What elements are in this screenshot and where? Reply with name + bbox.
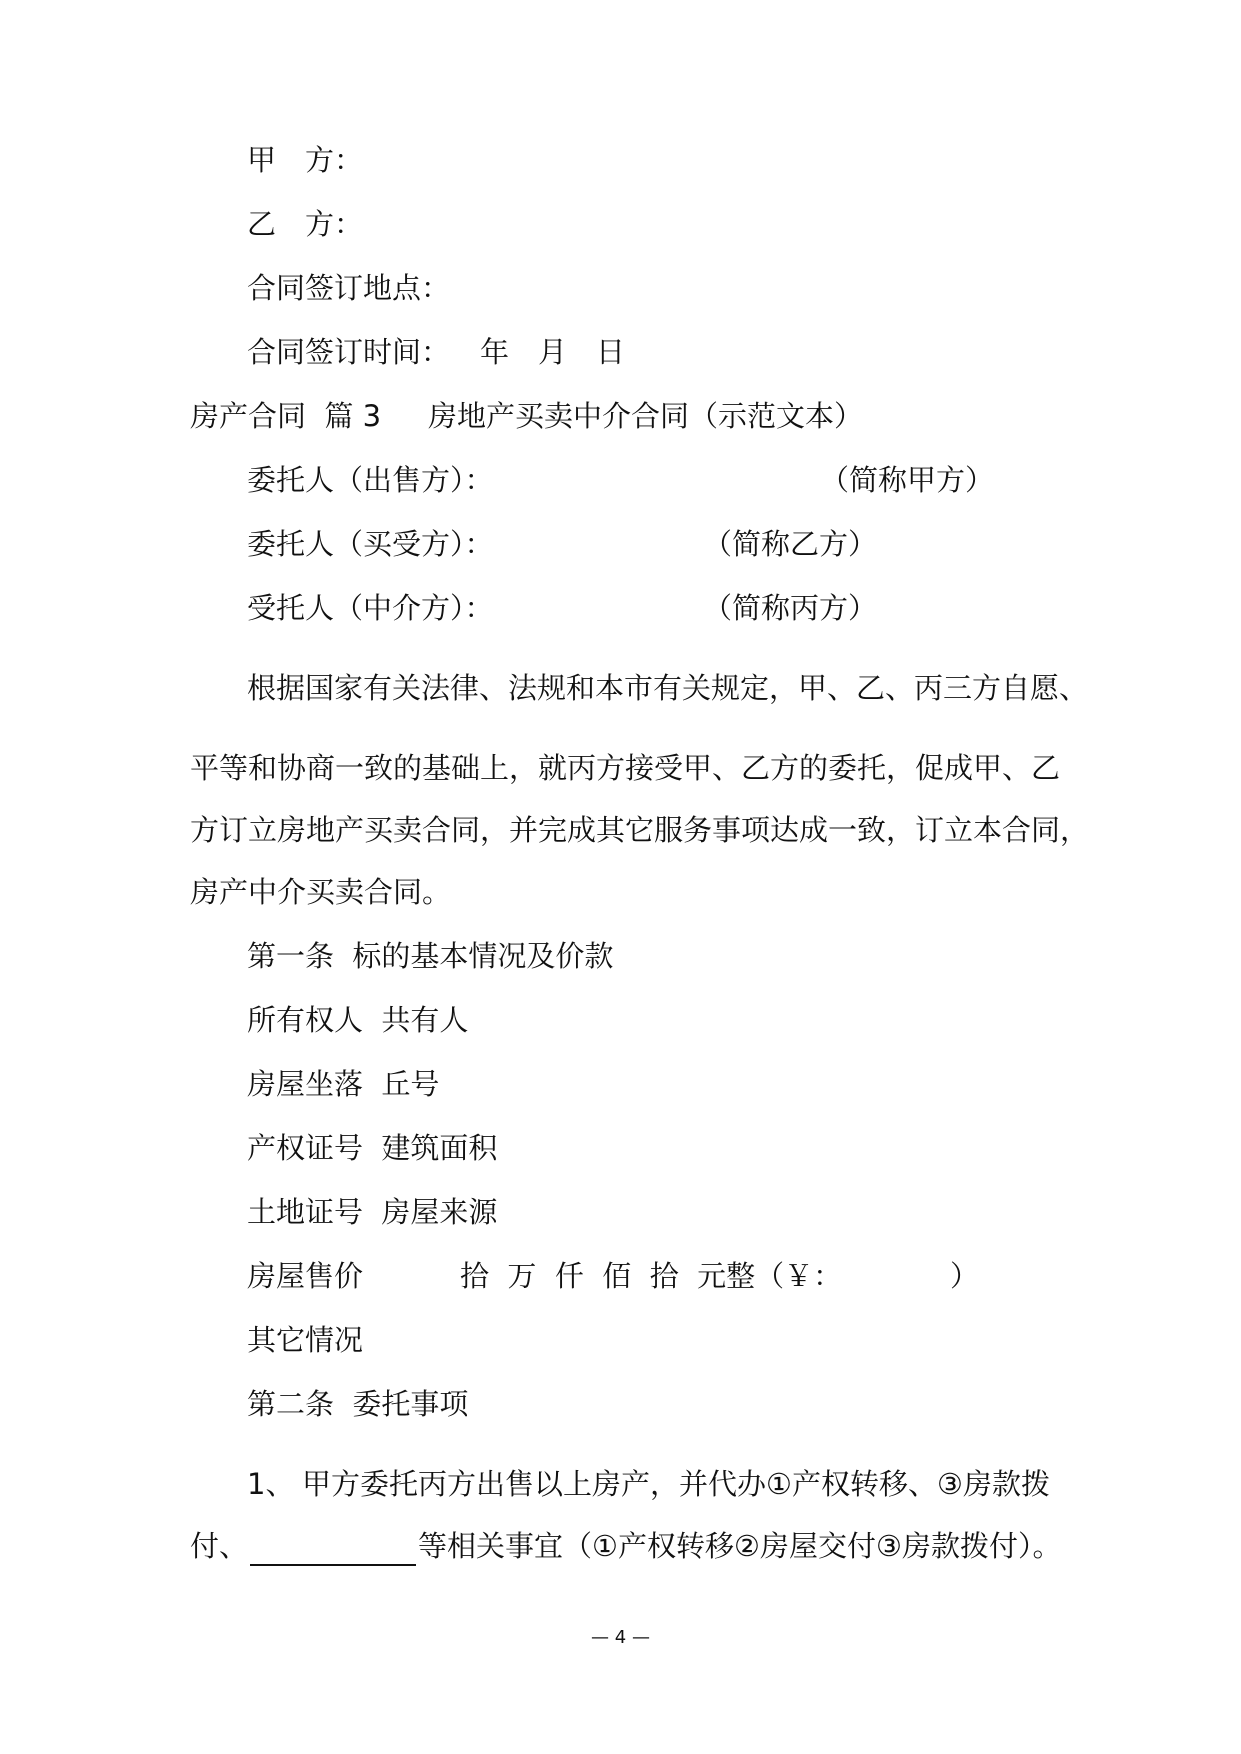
- sign-place-label: 合同签订地点：: [247, 271, 451, 305]
- other-info-label: 其它情况: [247, 1323, 364, 1357]
- property-row: 产权证号 建筑面积: [247, 1131, 498, 1165]
- property-row: 房屋坐落 丘号: [247, 1067, 440, 1101]
- contract-title: 房地产买卖中介合同（示范文本）: [428, 399, 864, 433]
- preamble-line: 平等和协商一致的基础上，就丙方接受甲、乙方的委托，促成甲、乙: [190, 751, 1061, 785]
- article-2-title: 第二条 委托事项: [247, 1387, 469, 1421]
- preamble-line: 根据国家有关法律、法规和本市有关规定，甲、乙、丙三方自愿、: [247, 671, 1089, 705]
- property-row: 所有权人 共有人: [247, 1003, 469, 1037]
- agent-abbr: （简称丙方）: [703, 591, 878, 625]
- preamble-line: 方订立房地产买卖合同，并完成其它服务事项达成一致，订立本合同，: [190, 813, 1090, 847]
- item-1-suffix: 等相关事宜（①产权转移②房屋交付③房款拨付）。: [418, 1529, 1062, 1563]
- item-1-text: 甲方委托丙方出售以上房产，并代办①产权转移、③房款拨: [302, 1467, 1050, 1501]
- property-row: 土地证号 房屋来源: [247, 1195, 498, 1229]
- item-1-continuation: [190, 1526, 1062, 1566]
- party-b-label: 乙 方：: [247, 207, 364, 241]
- sign-time-label: 合同签订时间：: [247, 335, 451, 369]
- section-heading: 房产合同 篇 3: [190, 399, 382, 433]
- buyer-abbr: （简称乙方）: [703, 527, 878, 561]
- price-label: 房屋售价: [247, 1259, 364, 1293]
- fill-in-blank[interactable]: [250, 1534, 416, 1566]
- seller-abbr: （简称甲方）: [820, 463, 995, 497]
- page-number: — 4 —: [591, 1627, 650, 1648]
- seller-label: 委托人（出售方）：: [247, 463, 494, 497]
- buyer-label: 委托人（买受方）：: [247, 527, 494, 561]
- item-1-number: 1、: [247, 1467, 295, 1501]
- preamble-line: 房产中介买卖合同。: [190, 875, 452, 909]
- price-units: 拾 万 仟 佰 拾 元整（￥：: [460, 1259, 843, 1293]
- agent-label: 受托人（中介方）：: [247, 591, 494, 625]
- price-close: ）: [950, 1259, 980, 1293]
- article-1-title: 第一条 标的基本情况及价款: [247, 939, 614, 973]
- party-a-label: 甲 方：: [247, 143, 364, 177]
- item-1-prefix: 付、: [190, 1529, 249, 1563]
- sign-date: 年 月 日: [480, 335, 626, 369]
